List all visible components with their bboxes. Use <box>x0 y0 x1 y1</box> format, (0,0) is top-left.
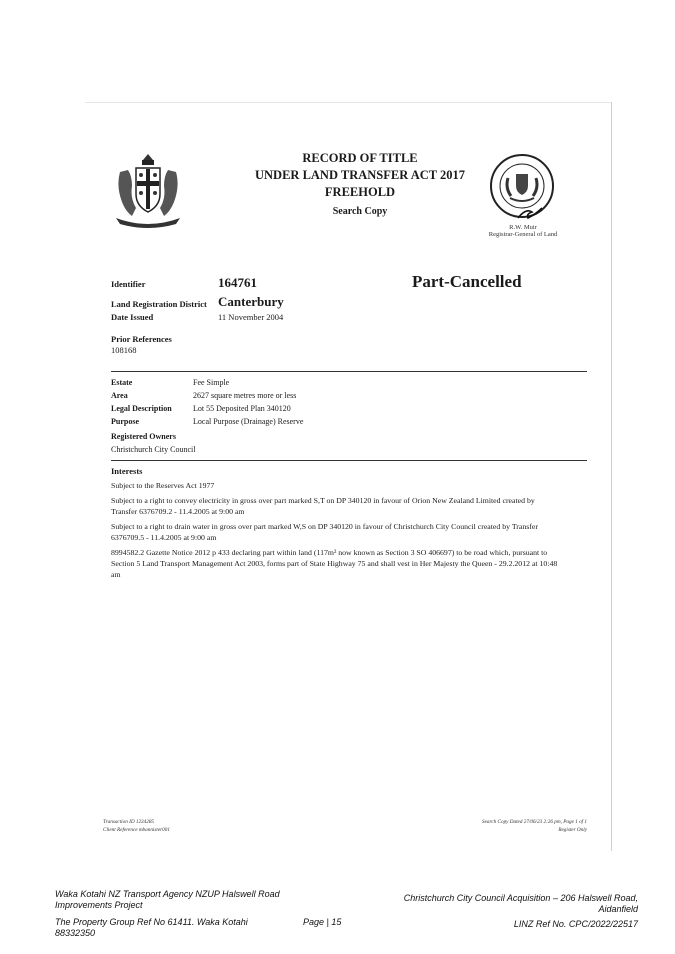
owners-label: Registered Owners <box>111 432 176 441</box>
register-only-label: Register Only <box>558 827 587 833</box>
project-line-2: Improvements Project <box>55 900 143 910</box>
identifier-label: Identifier <box>111 279 146 289</box>
status-label: Part-Cancelled <box>412 272 522 291</box>
linz-ref: LINZ Ref No. CPC/2022/22517 <box>513 919 638 929</box>
district-value: Canterbury <box>218 294 284 309</box>
interest-item: Subject to a right to drain water in gross over part marked W,S on DP 340120 in favour of Christchurch City Council created by Transfer 6376709.5 - 11.4.2005 at 9:00 am <box>111 522 538 542</box>
signature-name: R.W. Muir <box>509 224 537 231</box>
acquisition-line-1: Christchurch City Council Acquisition – 206 Halswell Road, <box>403 893 638 903</box>
legal-description-label: Legal Description <box>111 404 172 413</box>
search-copy-label: Search Copy <box>332 206 388 217</box>
divider-top <box>111 371 587 372</box>
area-value: 2627 square metres more or less <box>193 391 297 400</box>
transaction-id: Transaction ID 1234285 <box>103 819 155 825</box>
area-label: Area <box>111 391 128 400</box>
client-reference: Client Reference mbannister001 <box>103 827 170 833</box>
title-line-1: RECORD OF TITLE <box>302 151 418 165</box>
date-issued-label: Date Issued <box>111 312 154 322</box>
ref-line-1: The Property Group Ref No 61411. Waka Kotahi <box>55 917 248 927</box>
page-footer-left <box>55 889 355 911</box>
district-label: Land Registration District <box>111 299 207 309</box>
divider-middle <box>111 460 587 461</box>
search-copy-date: Search Copy Dated 27/06/23 2:26 pm, Page 1 of 1 <box>482 819 587 825</box>
signature-block <box>488 224 558 238</box>
acquisition-line-2: Aidanfield <box>598 904 638 914</box>
title-line-2: UNDER LAND TRANSFER ACT 2017 <box>255 168 465 182</box>
estate-value: Fee Simple <box>193 378 230 387</box>
signature-role: Registrar-General of Land <box>488 231 558 238</box>
purpose-label: Purpose <box>111 417 139 426</box>
ref-line-2: 88332350 <box>55 928 96 938</box>
page-footer-right <box>404 893 638 915</box>
interests-heading: Interests <box>111 466 143 476</box>
registrar-seal-icon <box>488 152 556 222</box>
interest-item: 8994582.2 Gazette Notice 2012 p 433 declaring part within land (117m² now known as Section 3 SO 406697) to be road which, pursuant to Section 5 Land Transport Management Act 2003, forms part of State Highway 75 and shall vest in Her Majesty the Queen - 29.2.2012 at 10:48 am <box>111 548 558 579</box>
legal-description-value: Lot 55 Deposited Plan 340120 <box>193 404 291 413</box>
purpose-value: Local Purpose (Drainage) Reserve <box>193 417 304 426</box>
title-line-3: FREEHOLD <box>324 185 396 199</box>
date-issued-value: 11 November 2004 <box>218 312 284 322</box>
estate-label: Estate <box>111 378 133 387</box>
prior-references-value: 108168 <box>111 345 137 355</box>
interest-item: Subject to the Reserves Act 1977 <box>111 481 215 490</box>
property-group-ref <box>55 917 315 939</box>
interest-item: Subject to a right to convey electricity in gross over part marked S,T on DP 340120 in favour of Orion New Zealand Limited created by Transfer 6376709.2 - 11.4.2005 at 9:00 am <box>111 496 535 516</box>
owners-value: Christchurch City Council <box>111 445 196 454</box>
prior-references-label: Prior References <box>111 334 172 344</box>
page-number: Page | 15 <box>303 917 342 927</box>
identifier-value: 164761 <box>218 275 257 290</box>
project-line-1: Waka Kotahi NZ Transport Agency NZUP Halswell Road <box>55 889 280 899</box>
